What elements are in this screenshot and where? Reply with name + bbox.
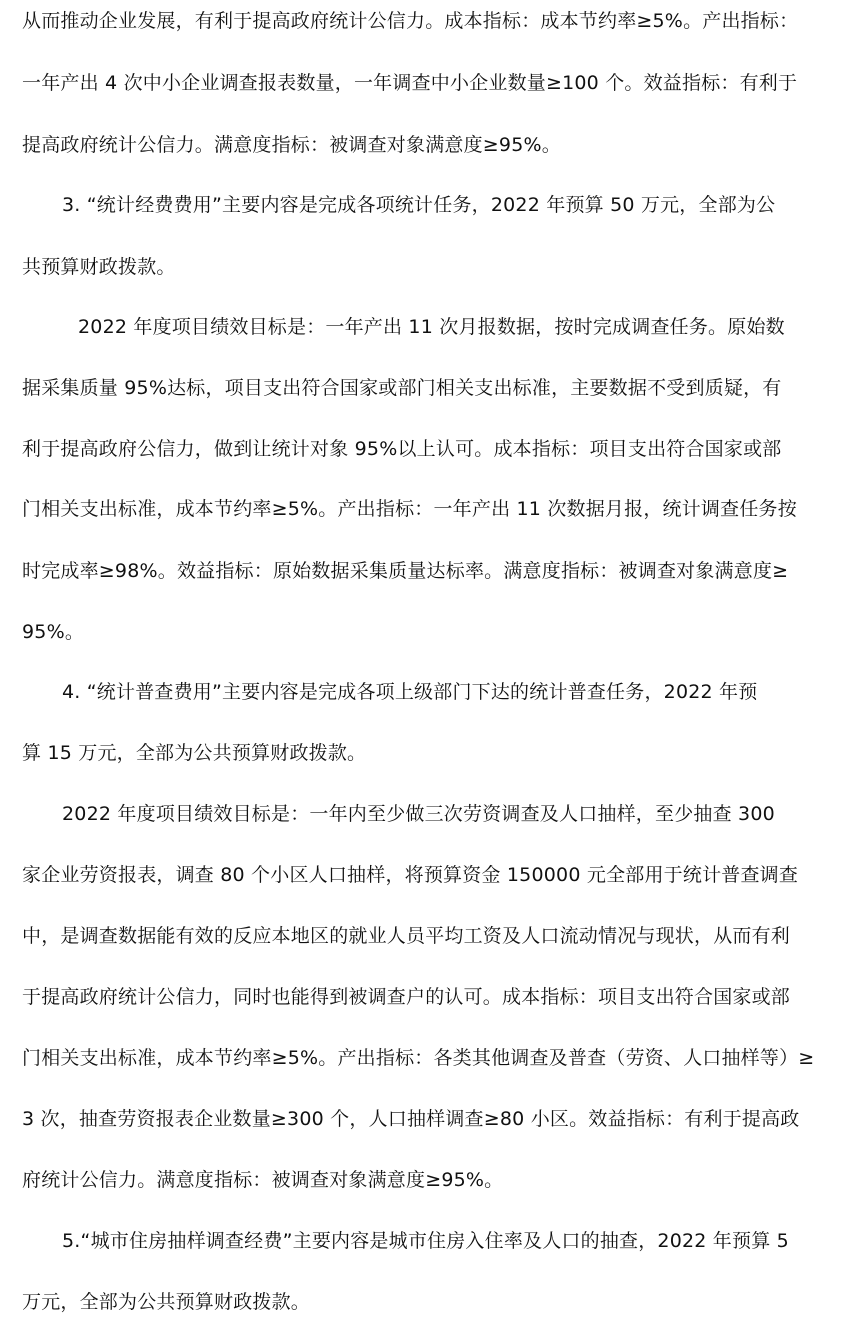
text-line-1: 从而推动企业发展，有利于提高政府统计公信力。成本指标：成本节约率≥5%。产出指标： (22, 10, 799, 32)
text-line-21: 5.“城市住房抽样调查经费”主要内容是城市住房入住率及人口的抽查，2022 年预算 5 (62, 1230, 789, 1252)
text-line-5: 共预算财政拨款。 (22, 256, 176, 278)
text-line-4: 3. “统计经费费用”主要内容是完成各项统计任务，2022 年预算 50 万元，全部为公 (62, 194, 776, 216)
text-line-13: 算 15 万元，全部为公共预算财政拨款。 (22, 742, 367, 764)
text-line-22: 万元，全部为公共预算财政拨款。 (22, 1291, 311, 1313)
text-line-2: 一年产出 4 次中小企业调查报表数量，一年调查中小企业数量≥100 个。效益指标：有利于 (22, 72, 798, 94)
text-line-9: 门相关支出标准，成本节约率≥5%。产出指标：一年产出 11 次数据月报，统计调查任务按 (22, 498, 797, 520)
text-line-16: 中，是调查数据能有效的反应本地区的就业人员平均工资及人口流动情况与现状，从而有利 (22, 925, 791, 947)
text-line-3: 提高政府统计公信力。满意度指标：被调查对象满意度≥95%。 (22, 134, 561, 156)
text-line-10: 时完成率≥98%。效益指标：原始数据采集质量达标率。满意度指标：被调查对象满意度≥ (22, 560, 789, 582)
text-line-15: 家企业劳资报表，调查 80 个小区人口抽样，将预算资金 150000 元全部用于统计普查调查 (22, 864, 799, 886)
text-line-8: 利于提高政府公信力，做到让统计对象 95%以上认可。成本指标：项目支出符合国家或部 (22, 438, 782, 460)
text-line-6: 2022 年度项目绩效目标是：一年产出 11 次月报数据，按时完成调查任务。原始数 (78, 316, 785, 338)
text-line-14: 2022 年度项目绩效目标是：一年内至少做三次劳资调查及人口抽样，至少抽查 300 (62, 803, 775, 825)
text-line-19: 3 次，抽查劳资报表企业数量≥300 个，人口抽样调查≥80 小区。效益指标：有利于提高政 (22, 1108, 800, 1130)
text-line-18: 门相关支出标准，成本节约率≥5%。产出指标：各类其他调查及普查（劳资、人口抽样等）≥ (22, 1047, 815, 1069)
text-line-7: 据采集质量 95%达标，项目支出符合国家或部门相关支出标准，主要数据不受到质疑，有 (22, 377, 782, 399)
text-line-12: 4. “统计普查费用”主要内容是完成各项上级部门下达的统计普查任务，2022 年预 (62, 681, 758, 703)
text-line-20: 府统计公信力。满意度指标：被调查对象满意度≥95%。 (22, 1169, 504, 1191)
text-line-17: 于提高政府统计公信力，同时也能得到被调查户的认可。成本指标：项目支出符合国家或部 (22, 986, 791, 1008)
text-line-11: 95%。 (22, 621, 85, 643)
